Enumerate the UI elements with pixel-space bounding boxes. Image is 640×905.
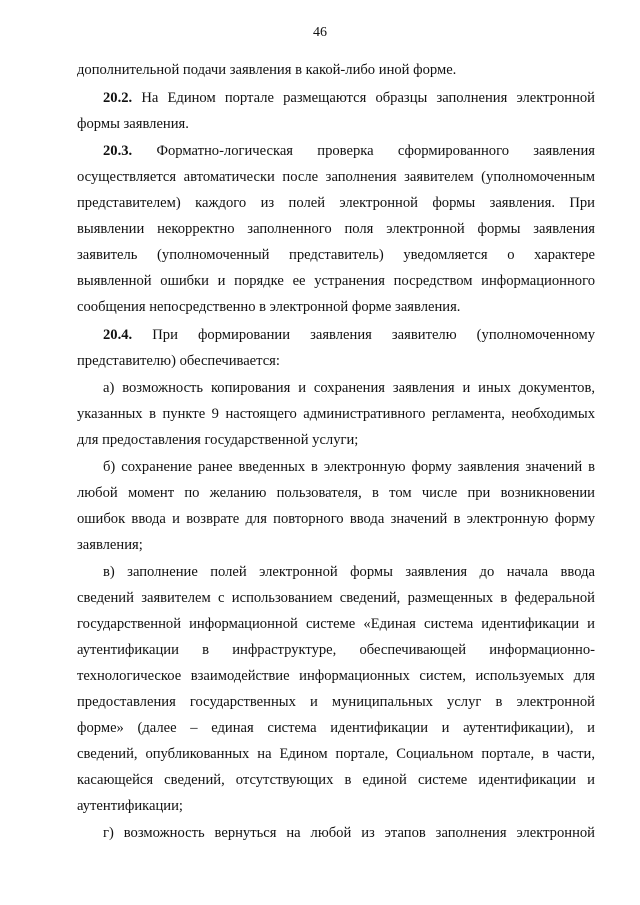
text-line: заявитель (уполномоченный представитель) уведомляется о характере [77, 247, 595, 263]
text-line: осуществляется автоматически после заполнения заявителем (уполномоченным [77, 169, 595, 185]
text-line: касающейся сведений, отсутствующих в единой системе идентификации и [77, 772, 595, 788]
text-line: представителем) каждого из полей электронной формы заявления. При [77, 195, 595, 211]
text-line: Форматно-логическая проверка сформированного заявления [132, 143, 595, 159]
text-line: представителю) обеспечивается: [77, 353, 280, 369]
text-line: любой момент по желанию пользователя, в том числе при возникновении [77, 485, 595, 501]
list-item-g-line: г) возможность вернуться на любой из этапов заполнения электронной [103, 825, 595, 841]
section-number: 20.3. [103, 143, 133, 159]
paragraph-20-3-line [103, 142, 595, 160]
text-line: аутентификации в инфраструктуре, обеспечивающей информационно- [77, 642, 595, 658]
list-item-v-line: в) заполнение полей электронной формы заявления до начала ввода [103, 564, 595, 580]
text-line: аутентификации; [77, 798, 183, 814]
text-line: сообщения непосредственно в электронной форме заявления. [77, 299, 461, 315]
paragraph-20-2-line [103, 89, 595, 107]
text-line: дополнительной подачи заявления в какой-либо иной форме. [77, 62, 457, 78]
page-number: 46 [313, 25, 327, 40]
text-line: заявления; [77, 537, 143, 553]
text-line: технологическое взаимодействие информационных систем, используемых для [77, 668, 595, 684]
text-line: ошибок ввода и возврате для повторного ввода значений в электронную форму [77, 511, 595, 527]
text-line: сведений заявителем с использованием сведений, размещенных в федеральной [77, 590, 595, 606]
text-line: сведений, опубликованных на Едином портале, Социальном портале, в части, [77, 746, 595, 762]
text-line: для предоставления государственной услуги; [77, 432, 359, 448]
text-line: выявлении некорректно заполненного поля электронной формы заявления [77, 221, 595, 237]
list-item-b-line: б) сохранение ранее введенных в электронную форму заявления значений в [103, 459, 595, 475]
text-line: формы заявления. [77, 116, 189, 132]
section-number: 20.4. [103, 327, 133, 343]
list-item-a-line: а) возможность копирования и сохранения заявления и иных документов, [103, 380, 595, 396]
text-line: форме» (далее – единая система идентификации и аутентификации), и [77, 720, 595, 736]
text-line: выявленной ошибки и порядке ее устранения посредством информационного [77, 273, 595, 289]
text-line: предоставления государственных и муниципальных услуг в электронной [77, 694, 595, 710]
text-line: На Едином портале размещаются образцы заполнения электронной [132, 90, 595, 106]
text-line: При формировании заявления заявителю (уполномоченному [132, 327, 595, 343]
paragraph-20-4-line [103, 326, 595, 344]
text-line: государственной информационной системе «Единая система идентификации и [77, 616, 595, 632]
text-line: указанных в пункте 9 настоящего административного регламента, необходимых [77, 406, 595, 422]
section-number: 20.2. [103, 90, 133, 106]
